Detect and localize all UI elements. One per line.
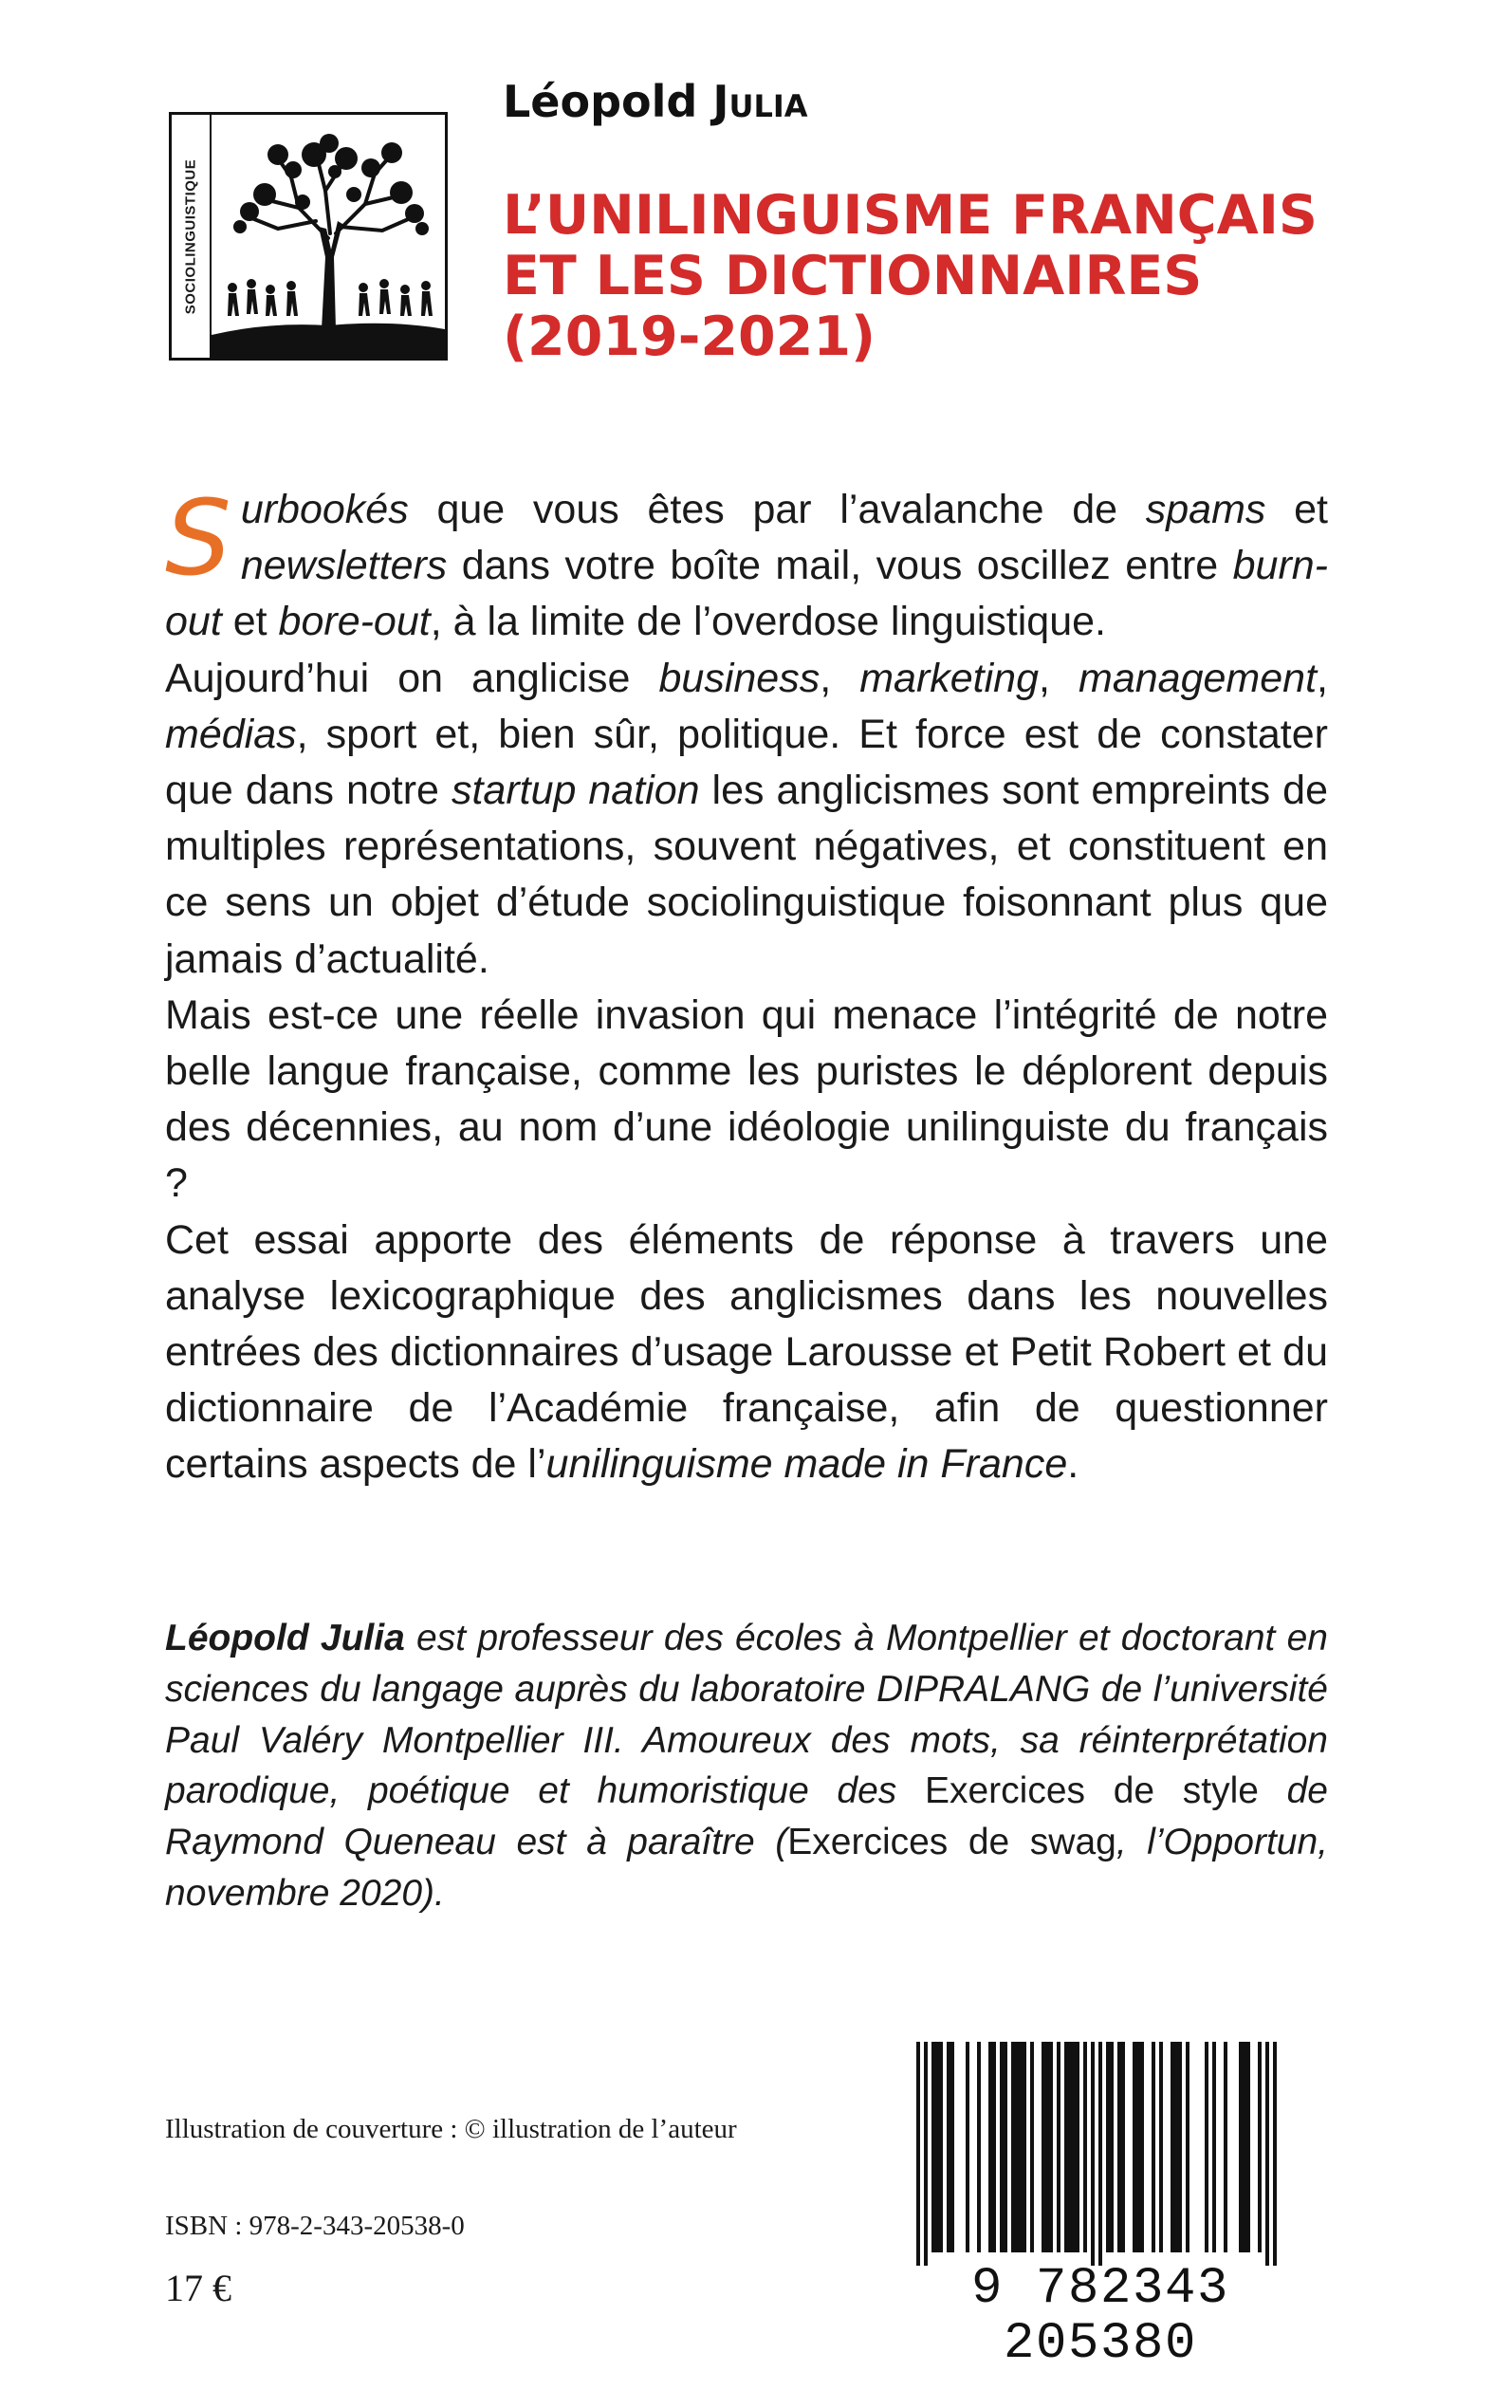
barcode-bar [947, 2042, 950, 2252]
illustration-credit: Illustration de couverture : © illustration de l’auteur [165, 2114, 737, 2144]
author-name [503, 76, 808, 127]
barcode-digits: 9 782343 205380 [970, 2260, 1230, 2373]
barcode-bar [1098, 2042, 1102, 2266]
blurb-text: et [221, 599, 279, 645]
back-cover-blurb [165, 477, 1328, 1493]
barcode-bar [939, 2042, 943, 2252]
barcode-bar [1246, 2042, 1250, 2252]
barcode-bar [1258, 2042, 1262, 2252]
barcode-bar [1224, 2042, 1227, 2252]
barcode-bar [1030, 2042, 1034, 2252]
bio-text: , l’Opportun, novembre 2020). [165, 1822, 1329, 1914]
isbn: ISBN : 978-2-343-20538-0 [165, 2211, 465, 2241]
blurb-text: , [1317, 655, 1328, 701]
blurb-paragraph-2 [165, 651, 1328, 988]
barcode-bar [1076, 2042, 1079, 2252]
blurb-term: unilinguisme made in France [545, 1441, 1068, 1488]
barcode-bar [1011, 2042, 1015, 2252]
barcode-bar [916, 2042, 920, 2266]
blurb-text: , [820, 655, 860, 701]
collection-name: SOCIOLINGUISTIQUE [182, 158, 199, 314]
barcode-bar [1110, 2042, 1114, 2252]
barcode-bar [966, 2042, 969, 2252]
barcode-bars [873, 2042, 1328, 2269]
blurb-paragraph-1 [165, 477, 1328, 651]
title-line-2: ET LES DICTIONNAIRES [503, 245, 1203, 307]
barcode-bar [1212, 2042, 1216, 2252]
barcode-bar [1121, 2042, 1125, 2252]
author-last-name: Julia [712, 76, 808, 127]
blurb-text: Cet essai apporte des éléments de réponse à travers une analyse lexicographique des anglicismes dans les nouvelles entrées des dictionnaires d’usage Larousse et Petit Robert et du dictionnaire de l’Académie française, afin de questionner certains aspects de l’ [165, 1216, 1328, 1488]
barcode-bar [1205, 2042, 1208, 2252]
barcode-bar [977, 2042, 981, 2252]
drop-cap: S [165, 477, 231, 599]
barcode-bar [1178, 2042, 1182, 2252]
barcode-bar [1117, 2042, 1121, 2252]
barcode-bar [1083, 2042, 1087, 2252]
barcode-bar [1023, 2042, 1026, 2252]
barcode-bar [1019, 2042, 1023, 2252]
author-bio [165, 1613, 1328, 1919]
collection-logo [169, 112, 448, 361]
book-title [503, 185, 1413, 367]
barcode-bar [1265, 2042, 1269, 2266]
barcode-bar [1015, 2042, 1019, 2252]
barcode [873, 2042, 1328, 2373]
barcode-bar [1133, 2042, 1136, 2252]
barcode-bar [950, 2042, 954, 2252]
barcode-bar [1136, 2042, 1140, 2252]
bio-author-name: Léopold Julia [165, 1618, 405, 1658]
barcode-bar [1239, 2042, 1243, 2252]
blurb-text: les anglicismes sont empreints de multiples représentations, souvent négatives, et constituent en ce sens un objet d’étude sociolinguistique foisonnant plus que jamais d’actualité. [165, 768, 1328, 982]
blurb-term: newsletters [240, 543, 448, 589]
bio-book-title: Exercices de style [924, 1770, 1259, 1812]
blurb-text: dans votre boîte mail, vous oscillez entre [447, 543, 1233, 589]
barcode-bar [931, 2042, 935, 2252]
barcode-bar [1004, 2042, 1007, 2252]
blurb-text: . [1067, 1441, 1079, 1488]
blurb-text: , [1039, 655, 1079, 701]
blurb-text: , à la limite de l’overdose linguistique. [430, 599, 1106, 645]
bio-text: de Raymond Queneau est à paraître ( [165, 1770, 1328, 1863]
barcode-bar [1152, 2042, 1155, 2252]
bio-book-title: Exercices de swag [787, 1822, 1116, 1863]
blurb-term: management [1079, 655, 1318, 701]
blurb-term: bore-out [278, 599, 431, 645]
blurb-term: urbookés [240, 487, 409, 532]
title-line-1: L’UNILINGUISME FRANÇAIS [503, 184, 1318, 247]
blurb-term: médias [165, 711, 297, 757]
barcode-bar [992, 2042, 996, 2252]
blurb-text: et [1265, 487, 1328, 532]
blurb-term: spams [1145, 487, 1266, 532]
collection-label [172, 115, 212, 358]
tree-with-walking-figures-icon [212, 115, 445, 358]
barcode-bar [988, 2042, 992, 2252]
title-line-3: (2019-2021) [503, 306, 876, 368]
blurb-text: que vous êtes par l’avalanche de [408, 487, 1146, 532]
bio-text: est professeur des écoles à Montpellier et doctorant en sciences du langage auprès du laboratoire DIPRALANG de l’université Paul Valéry Montpellier III. Amoureux des mots, sa réinterprétation parodique, poétique et humoristique des [165, 1618, 1328, 1812]
price: 17 € [165, 2267, 231, 2309]
barcode-bar [1064, 2042, 1068, 2252]
barcode-bar [1000, 2042, 1004, 2252]
barcode-bar [924, 2042, 928, 2266]
barcode-bar [1186, 2042, 1189, 2252]
blurb-paragraph-3: Mais est-ce une réelle invasion qui menace l’intégrité de notre belle langue française, comme les puristes le déplorent depuis des décennies, au nom d’une idéologie unilinguiste du français ? [165, 991, 1328, 1207]
barcode-bar [1140, 2042, 1144, 2252]
barcode-bar [1057, 2042, 1060, 2252]
blurb-term: business [658, 655, 821, 701]
blurb-term: burn-out [165, 543, 1328, 645]
barcode-bar [1091, 2042, 1095, 2266]
blurb-term: startup nation [451, 768, 700, 814]
barcode-bar [1042, 2042, 1045, 2252]
barcode-bar [1273, 2042, 1277, 2266]
blurb-text: Aujourd’hui on anglicise [165, 655, 659, 701]
barcode-bar [1072, 2042, 1076, 2252]
barcode-bar [1243, 2042, 1246, 2252]
blurb-text: , sport et, bien sûr, politique. Et force est de constater que dans notre [165, 711, 1328, 814]
barcode-bar [1171, 2042, 1174, 2252]
barcode-bar [1159, 2042, 1163, 2252]
barcode-bar [1049, 2042, 1053, 2252]
blurb-term: marketing [859, 655, 1040, 701]
author-first-name: Léopold [503, 76, 713, 127]
barcode-bar [1045, 2042, 1049, 2252]
barcode-bar [1106, 2042, 1110, 2252]
barcode-bar [1068, 2042, 1072, 2252]
barcode-bar [935, 2042, 939, 2252]
barcode-bar [1174, 2042, 1178, 2252]
blurb-paragraph-4 [165, 1213, 1328, 1493]
